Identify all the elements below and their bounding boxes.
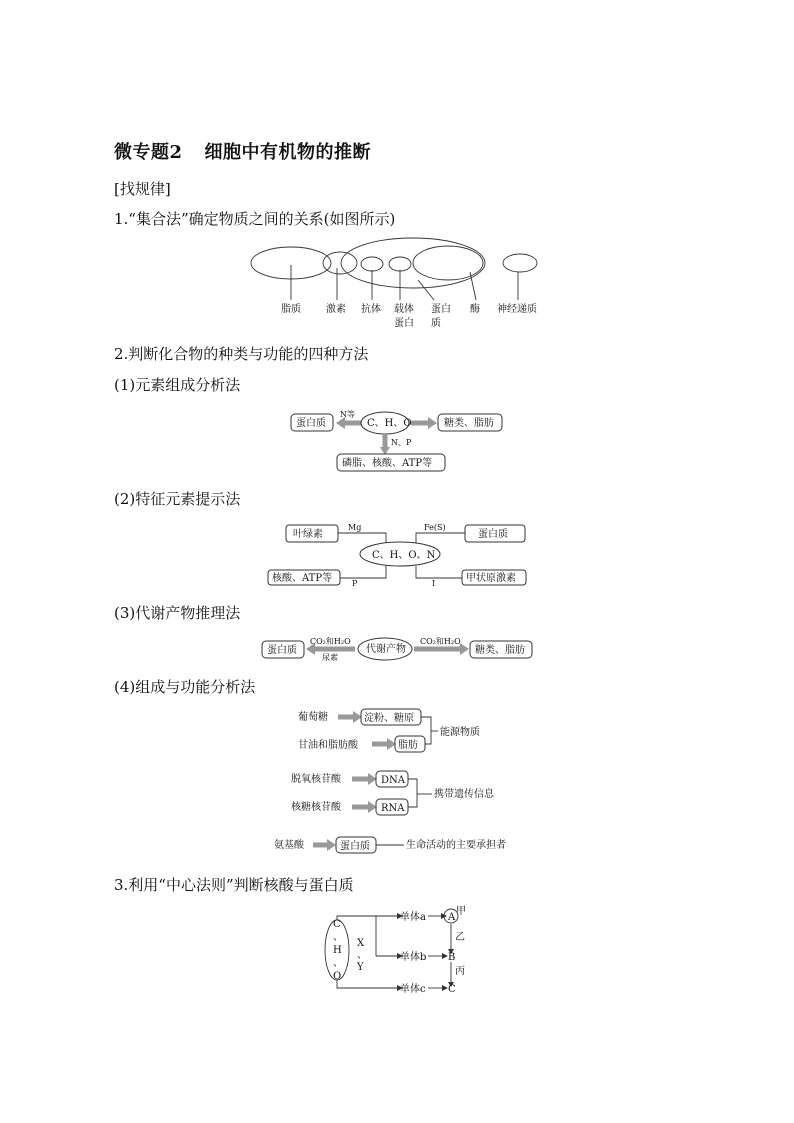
set-ellipses xyxy=(251,238,537,288)
enzyme-ellipse xyxy=(413,246,483,280)
yi-label: 乙 xyxy=(455,932,465,943)
svg-text:、: 、 xyxy=(333,958,343,969)
protein3-label: 蛋白质 xyxy=(267,645,297,656)
i-label: I xyxy=(432,579,436,588)
svg-text:、: 、 xyxy=(333,932,343,943)
svg-text:O: O xyxy=(333,971,342,982)
label-antibody: 抗体 xyxy=(361,304,381,315)
element-composition-diagram xyxy=(291,409,502,471)
section-2-heading: 2.判断化合物的种类与功能的四种方法 xyxy=(114,345,369,363)
n-p-label: N、P xyxy=(391,438,412,447)
svg-text:Y: Y xyxy=(357,962,364,973)
label-carrier: 载体 xyxy=(394,304,414,315)
metabolite-label: 代谢产物 xyxy=(366,644,406,655)
svg-text:X: X xyxy=(357,938,365,949)
phospholipid-label: 磷脂、核酸、ATP等 xyxy=(342,458,433,469)
glycerol-label: 甘油和脂肪酸 xyxy=(298,740,358,751)
fat-label: 脂肪 xyxy=(398,740,418,751)
node-a: A xyxy=(448,912,456,923)
n-etc-label: N等 xyxy=(340,410,355,419)
jia-label: 甲 xyxy=(456,906,466,917)
dna-label: DNA xyxy=(381,775,405,786)
set-labels xyxy=(281,302,537,329)
thyroid-label: 甲状原激素 xyxy=(466,573,516,584)
method-2-heading: (2)特征元素提示法 xyxy=(114,490,241,508)
find-rule-tag: [找规律] xyxy=(114,180,171,198)
antibody-ellipse xyxy=(361,257,383,271)
composition-function-diagram xyxy=(274,709,506,853)
co2-h2o-left: CO₂和H₂O xyxy=(310,637,351,646)
chon-label: C、H、O、N xyxy=(372,550,436,561)
bing-label: 丙 xyxy=(455,966,465,977)
hormone-ellipse xyxy=(323,252,357,274)
neurotransmitter-ellipse xyxy=(503,254,537,272)
nucleic-atp-label: 核酸、ATP等 xyxy=(272,573,333,584)
method-4-heading: (4)组成与功能分析法 xyxy=(114,678,256,696)
cho-label: C、H、O xyxy=(367,418,412,429)
svg-text:C: C xyxy=(333,919,341,930)
protein4-label: 蛋白质 xyxy=(340,841,370,852)
glucose-label: 葡萄糖 xyxy=(298,712,328,723)
chlorophyll-label: 叶绿素 xyxy=(293,529,323,540)
carrier-ellipse xyxy=(389,257,411,271)
monomer-c: 单体c xyxy=(400,984,426,995)
section-1-heading: 1.“集合法”确定物质之间的关系(如图所示) xyxy=(114,210,396,228)
amino-acid-label: 氨基酸 xyxy=(274,840,304,851)
method-1-heading: (1)元素组成分析法 xyxy=(114,376,241,394)
label-enzyme: 酶 xyxy=(470,304,480,315)
rna-label: RNA xyxy=(381,803,405,814)
label-carrier-2: 蛋白 xyxy=(394,318,414,329)
method-3-heading: (3)代谢产物推理法 xyxy=(114,604,241,622)
protein2-label: 蛋白质 xyxy=(478,529,508,540)
sugar-fat3-label: 糖类、脂肪 xyxy=(475,645,525,656)
label-lipid: 脂质 xyxy=(281,304,301,315)
heredity-label: 携带遗传信息 xyxy=(434,789,494,800)
monomer-a: 单体a xyxy=(400,912,426,923)
ribonucleotide-label: 核糖核苷酸 xyxy=(291,802,341,813)
deoxynucleotide-label: 脱氧核苷酸 xyxy=(291,774,341,785)
svg-text:H: H xyxy=(333,945,342,956)
life-activity-label: 生命活动的主要承担者 xyxy=(406,840,506,851)
characteristic-element-diagram xyxy=(268,523,526,588)
section-3-heading: 3.利用“中心法则”判断核酸与蛋白质 xyxy=(114,876,354,894)
p-label: P xyxy=(352,579,358,588)
label-neurotransmitter: 神经递质 xyxy=(497,304,537,315)
mg-label: Mg xyxy=(348,523,362,532)
fe-s-label: Fe(S) xyxy=(424,523,446,532)
urea-label: 尿素 xyxy=(322,653,338,662)
label-protein-2: 质 xyxy=(431,318,441,329)
label-hormone: 激素 xyxy=(326,304,346,315)
protein-box-label: 蛋白质 xyxy=(296,418,326,429)
central-dogma-diagram xyxy=(325,905,466,995)
label-protein: 蛋白 xyxy=(431,304,451,315)
starch-label: 淀粉、糖原 xyxy=(364,713,414,724)
monomer-b: 单体b xyxy=(400,952,427,963)
energy-label: 能源物质 xyxy=(440,727,480,738)
node-c: C xyxy=(448,984,456,995)
metabolic-product-diagram xyxy=(262,636,532,662)
page-title: 微专题2 细胞中有机物的推断 xyxy=(114,142,372,163)
sugar-fat-label: 糖类、脂肪 xyxy=(444,418,494,429)
co2-h2o-right: CO₂和H₂O xyxy=(420,637,461,646)
node-b: B xyxy=(448,952,456,963)
svg-text:、: 、 xyxy=(357,950,367,961)
